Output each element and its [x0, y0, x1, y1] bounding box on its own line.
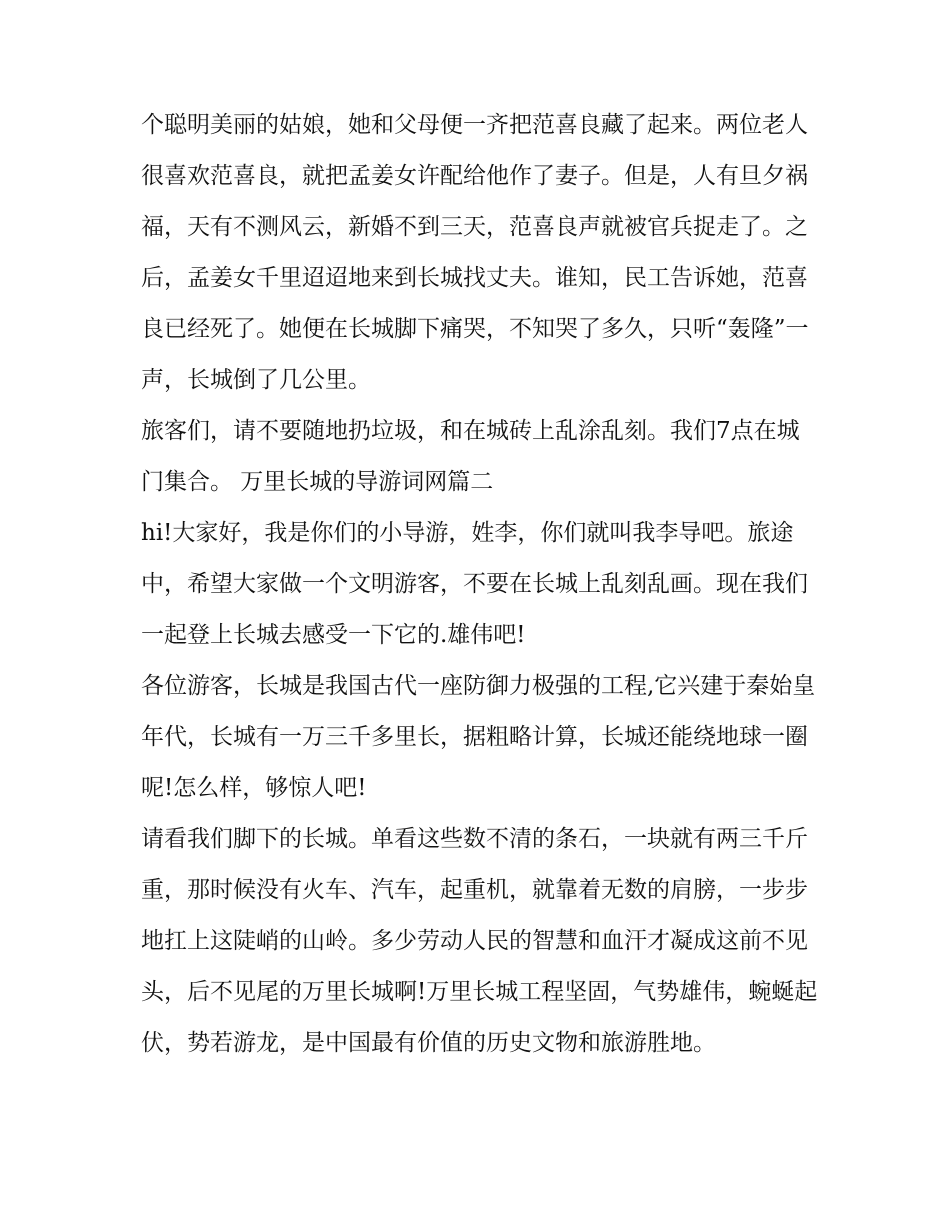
- paragraph-guide-greeting: hi!大家好，我是你们的小导游，姓李，你们就叫我李导吧。旅途中，希望大家做一个文明游客，不要在长城上乱刻乱画。现在我们一起登上长城去感受一下它的.雄伟吧!: [141, 520, 808, 648]
- paragraph-great-wall-history: 各位游客，长城是我国古代一座防御力极强的工程,它兴建于秦始皇年代，长城有一万三千多里长，据粗略计算，长城还能绕地球一圈呢!怎么样，够惊人吧!: [141, 673, 816, 801]
- paragraph-tourist-notice: 旅客们，请不要随地扔垃圾，和在城砖上乱涂乱刻。我们7点在城门集合。 万里长城的导游词网篇二: [141, 418, 800, 495]
- document-body: [141, 100, 821, 1069]
- paragraph-great-wall-construction: 请看我们脚下的长城。单看这些数不清的条石，一块就有两三千斤重，那时候没有火车、汽车，起重机，就靠着无数的肩膀，一步步地扛上这陡峭的山岭。多少劳动人民的智慧和血汗才凝成这前不见头，后不见尾的万里长城啊!万里长城工程坚固，气势雄伟，蜿蜒起伏，势若游龙，是中国最有价值的历史文物和旅游胜地。: [141, 826, 818, 1056]
- paragraph-legend-ending: 个聪明美丽的姑娘，她和父母便一齐把范喜良藏了起来。两位老人很喜欢范喜良，就把孟姜女许配给他作了妻子。但是，人有旦夕祸福，天有不测风云，新婚不到三天，范喜良声就被官兵捉走了。之后，孟姜女千里迢迢地来到长城找丈夫。谁知，民工告诉她，范喜良已经死了。她便在长城脚下痛哭，不知哭了多久，只听“轰隆”一声，长城倒了几公里。: [141, 112, 809, 393]
